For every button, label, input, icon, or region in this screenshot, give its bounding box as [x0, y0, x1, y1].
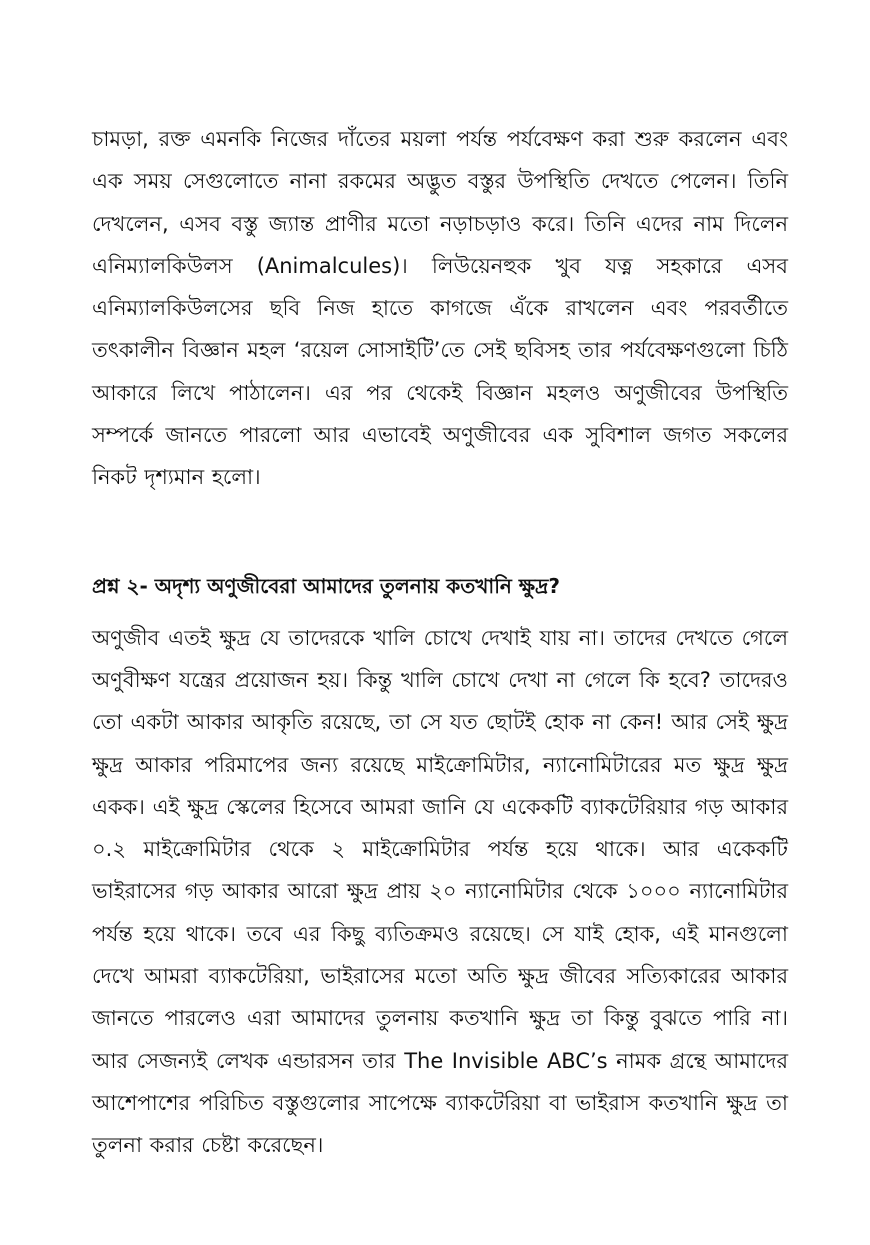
question-heading: প্রশ্ন ২- অদৃশ্য অণুজীবেরা আমাদের তুলনায় কতখানি ক্ষুদ্র? [92, 573, 560, 598]
answer-paragraph: অণুজীব এতই ক্ষুদ্র যে তাদেরকে খালি চোখে দেখাই যায় না। তাদের দেখতে গেলে অণুবীক্ষণ যন্ত্রের প্রয়োজন হয়। কিন্তু খালি চোখে দেখা না গেলে কি হবে? তাদেরও তো একটা আকার আকৃতি রয়েছে, তা সে যত ছোটই হোক না কেন! আর সেই ক্ষুদ্র ক্ষুদ্র আকার পরিমাপের জন্য রয়েছে মাইক্রোমিটার, ন্যানোমিটারের মত ক্ষুদ্র ক্ষুদ্র একক। এই ক্ষুদ্র স্কেলের হিসেবে আমরা জানি যে একেকটি ব্যাকটেরিয়ার গড় আকার ০.২ মাইক্রোমিটার থেকে ২ মাইক্রোমিটার পর্যন্ত হয়ে থাকে। আর একেকটি ভাইরাসের গড় আকার আরো ক্ষুদ্র প্রায় ২০ ন্যানোমিটার থেকে ১০০০ ন্যানোমিটার পর্যন্ত হয়ে থাকে। তবে এর কিছু ব্যতিক্রমও রয়েছে। সে যাই হোক, এই মানগুলো দেখে আমরা ব্যাকটেরিয়া, ভাইরাসের মতো অতি ক্ষুদ্র জীবের সত্যিকারের আকার জানতে পারলেও এরা আমাদের তুলনায় কতখানি ক্ষুদ্র তা কিন্তু বুঝতে পারি না। আর সেজন্যই লেখক এন্ডারসন তার The Invisible ABC’s নামক গ্রন্থে আমাদের আশেপাশের পরিচিত বস্তুগুলোর সাপেক্ষে ব্যাকটেরিয়া বা ভাইরাস কতখানি ক্ষুদ্র তা তুলনা করার চেষ্টা করেছেন। [92, 625, 788, 1158]
body-paragraph: চামড়া, রক্ত এমনকি নিজের দাঁতের ময়লা পর্যন্ত পর্যবেক্ষণ করা শুরু করলেন এবং এক সময় সেগুলোতে নানা রকমের অদ্ভুত বস্তুর উপস্থিতি দেখতে পেলেন। তিনি দেখলেন, এসব বস্তু জ্যান্ত প্রাণীর মতো নড়াচড়াও করে। তিনি এদের নাম দিলেন এনিম্যালকিউলস (Animalcules)। লিউয়েনহুক খুব যত্ন সহকারে এসব এনিম্যালকিউলসের ছবি নিজ হাতে কাগজে এঁকে রাখলেন এবং পরবর্তীতে তৎকালীন বিজ্ঞান মহল ‘রয়েল সোসাইটি’তে সেই ছবিসহ তার পর্যবেক্ষণগুলো চিঠি আকারে লিখে পাঠালেন। এর পর থেকেই বিজ্ঞান মহলও অণুজীবের উপস্থিতি সম্পর্কে জানতে পারলো আর এভাবেই অণুজীবের এক সুবিশাল জগত সকলের নিকট দৃশ্যমান হলো। [92, 127, 788, 490]
